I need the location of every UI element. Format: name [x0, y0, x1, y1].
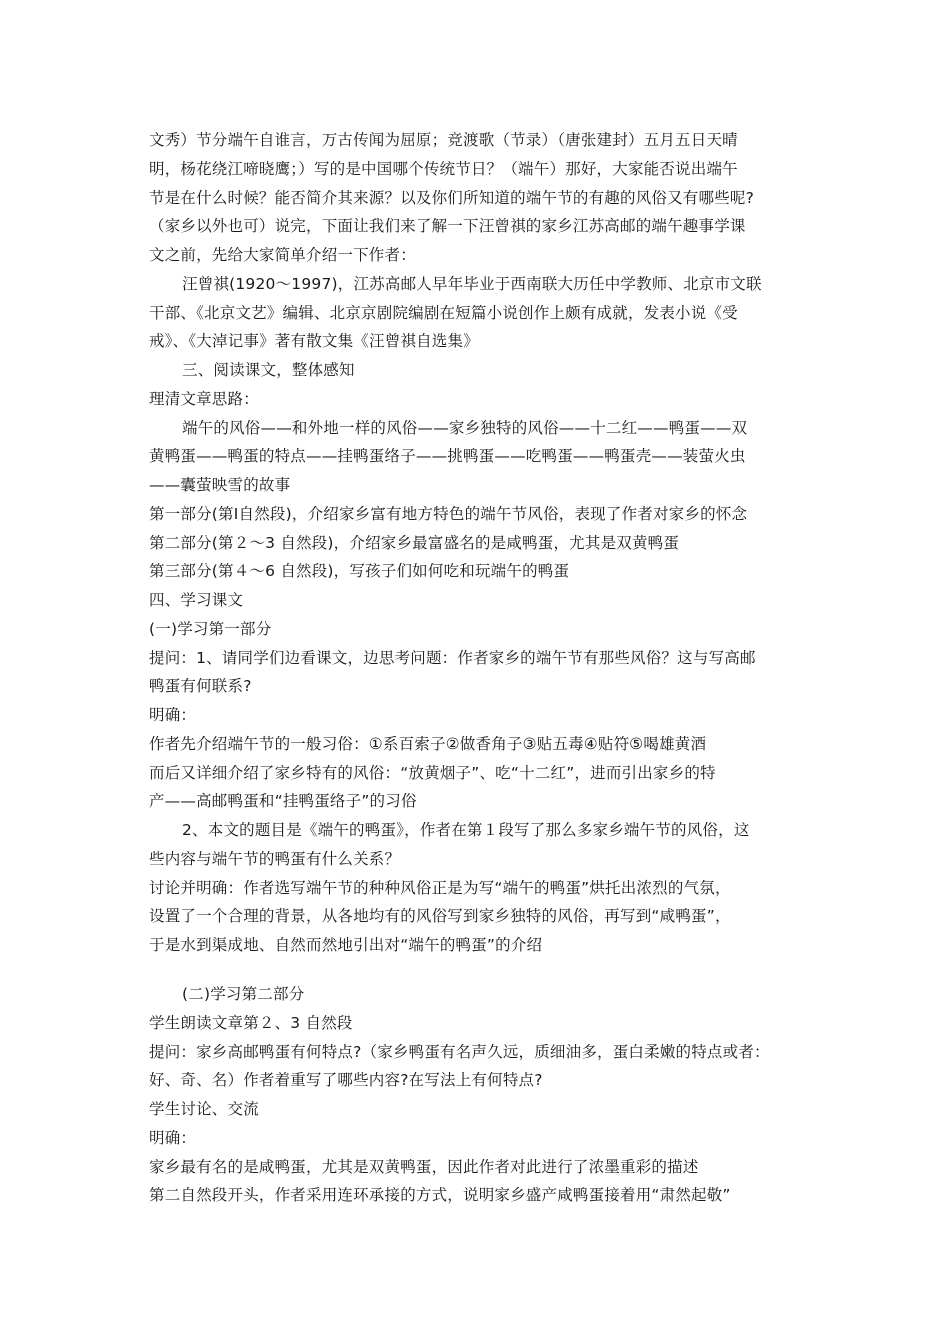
text-line: 文秀）节分端午自谁言，万古传闻为屈原；竞渡歌（节录）（唐张建封）五月五日天晴	[149, 131, 738, 149]
text-line: 第二部分(第２～3 自然段)，介绍家乡最富盛名的是咸鸭蛋，尤其是双黄鸭蛋	[149, 534, 680, 552]
text-line: 提问：家乡高邮鸭蛋有何特点?（家乡鸭蛋有名声久远，质细油多，蛋白柔嫩的特点或者：	[149, 1043, 770, 1061]
text-line: 学生朗读文章第２、3 自然段	[149, 1014, 353, 1032]
text-line: 家乡最有名的是咸鸭蛋，尤其是双黄鸭蛋，因此作者对此进行了浓墨重彩的描述	[149, 1158, 699, 1176]
text-line: （家乡以外也可）说完，下面让我们来了解一下汪曾祺的家乡江苏高邮的端午趣事学课	[149, 217, 746, 235]
text-line: 而后又详细介绍了家乡特有的风俗：“放黄烟子”、吃“十二红”，进而引出家乡的特	[149, 764, 716, 782]
text-line: 明确：	[149, 706, 197, 724]
text-line: 节是在什么时候？能否简介其来源？以及你们所知道的端午节的有趣的风俗又有哪些呢?	[149, 189, 755, 207]
text-line: 产——高邮鸭蛋和“挂鸭蛋络子”的习俗	[149, 792, 417, 810]
text-line: 些内容与端午节的鸭蛋有什么关系？	[149, 850, 401, 868]
text-line: 干部、《北京文艺》编辑、北京京剧院编剧在短篇小说创作上颇有成就，发表小说《受	[149, 304, 738, 322]
text-line: 2、本文的题目是《端午的鸭蛋》，作者在第１段写了那么多家乡端午节的风俗，这	[182, 821, 750, 839]
text-line: 提问：1、请同学们边看课文，边思考问题：作者家乡的端午节有那些风俗？这与写高邮	[149, 649, 756, 667]
text-line: 作者先介绍端午节的一般习俗：①系百索子②做香角子③贴五毒④贴符⑤喝雄黄酒	[149, 735, 707, 753]
text-line: 第一部分(第Ⅰ自然段)，介绍家乡富有地方特色的端午节风俗，表现了作者对家乡的怀念	[149, 505, 748, 523]
text-line: 好、奇、名）作者着重写了哪些内容?在写法上有何特点?	[149, 1071, 543, 1089]
text-line: 第二自然段开头，作者采用连环承接的方式，说明家乡盛产咸鸭蛋接着用“肃然起敬”	[149, 1186, 731, 1204]
text-line: 设置了一个合理的背景，从各地均有的风俗写到家乡独特的风俗，再写到“咸鸭蛋”，	[149, 907, 731, 925]
text-line: 学生讨论、交流	[149, 1100, 259, 1118]
text-line: 汪曾祺(1920～1997)，江苏高邮人早年毕业于西南联大历任中学教师、北京市文联	[182, 275, 762, 293]
text-line: 理清文章思路：	[149, 390, 259, 408]
text-line: 第三部分(第４～6 自然段)，写孩子们如何吃和玩端午的鸭蛋	[149, 562, 570, 580]
subsection-heading: (二)学习第二部分	[182, 985, 305, 1003]
text-line: 于是水到渠成地、自然而然地引出对“端午的鸭蛋”的介绍	[149, 936, 543, 954]
text-line: 讨论并明确：作者选写端午节的种种风俗正是为写“端午的鸭蛋”烘托出浓烈的气氛，	[149, 879, 731, 897]
text-line: 文之前，先给大家简单介绍一下作者：	[149, 246, 416, 264]
section-heading: 四、学习课文	[149, 591, 244, 609]
text-line: 端午的风俗——和外地一样的风俗——家乡独特的风俗——十二红——鸭蛋——双	[182, 419, 748, 437]
text-line: 鸭蛋有何联系?	[149, 677, 252, 695]
text-line: ——囊萤映雪的故事	[149, 476, 291, 494]
text-line: 明，杨花绕江啼晓鹰；）写的是中国哪个传统节日？（端午）那好，大家能否说出端午	[149, 160, 738, 178]
text-line: 明确：	[149, 1129, 197, 1147]
text-line: 黄鸭蛋——鸭蛋的特点——挂鸭蛋络子——挑鸭蛋——吃鸭蛋——鸭蛋壳——装萤火虫	[149, 447, 746, 465]
subsection-heading: (一)学习第一部分	[149, 620, 272, 638]
text-line: 戒》、《大淖记事》著有散文集《汪曾祺自选集》	[149, 332, 479, 350]
section-heading: 三、阅读课文，整体感知	[182, 361, 355, 379]
